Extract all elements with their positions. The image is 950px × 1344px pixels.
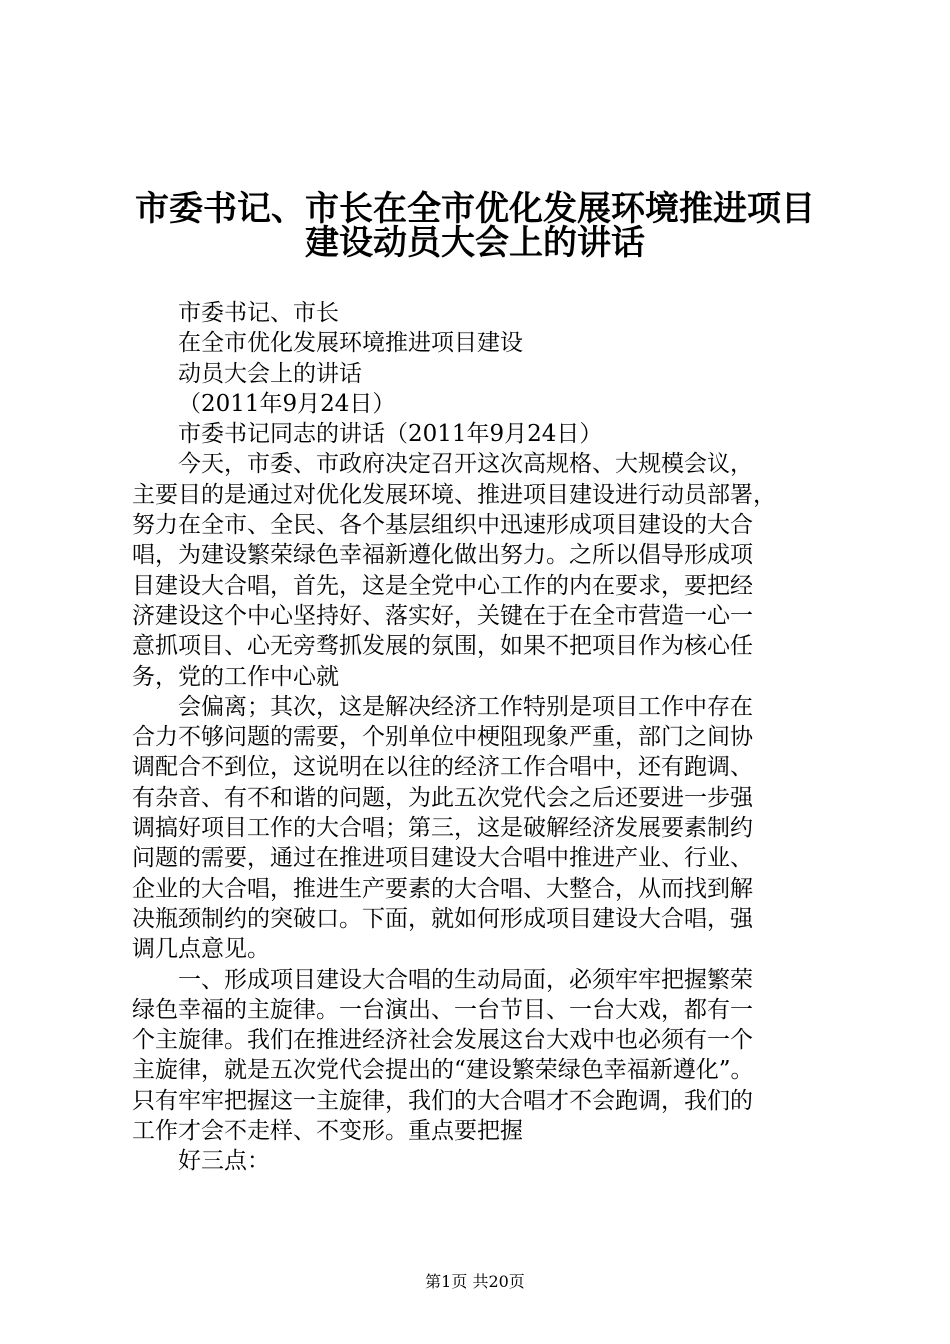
document-title-line-2: 建设动员大会上的讲话 bbox=[305, 223, 645, 263]
body-line: 调几点意见。 bbox=[132, 936, 270, 963]
body-line: 个主旋律。我们在推进经济社会发展这台大戏中也必须有一个 bbox=[132, 1027, 753, 1054]
body-line: 济建设这个中心坚持好、落实好，关键在于在全市营造一心一 bbox=[132, 602, 753, 629]
body-line: 好三点： bbox=[178, 1148, 270, 1175]
body-line: 问题的需要，通过在推进项目建设大合唱中推进产业、行业、 bbox=[132, 845, 753, 872]
body-line: （2011年9月24日） bbox=[178, 390, 396, 417]
body-line: 有杂音、有不和谐的问题，为此五次党代会之后还要进一步强 bbox=[132, 784, 753, 811]
body-line: 主要目的是通过对优化发展环境、推进项目建设进行动员部署， bbox=[132, 481, 776, 508]
body-line: 市委书记、市长 bbox=[178, 300, 339, 326]
body-line: 目建设大合唱，首先，这是全党中心工作的内在要求，要把经 bbox=[132, 572, 753, 599]
body-line: 调配合不到位，这说明在以往的经济工作合唱中，还有跑调、 bbox=[132, 754, 753, 781]
body-line: 动员大会上的讲话 bbox=[178, 360, 362, 387]
body-line: 绿色幸福的主旋律。一台演出、一台节目、一台大戏，都有一 bbox=[132, 996, 753, 1023]
body-line: 只有牢牢把握这一主旋律，我们的大合唱才不会跑调，我们的 bbox=[132, 1087, 753, 1114]
document-body bbox=[132, 298, 832, 1177]
page-footer: 第1页 共20页 bbox=[425, 1272, 525, 1291]
body-line: 市委书记同志的讲话（2011年9月24日） bbox=[178, 421, 603, 448]
body-line: 在全市优化发展环境推进项目建设 bbox=[178, 330, 523, 357]
body-line: 企业的大合唱，推进生产要素的大合唱、大整合，从而找到解 bbox=[132, 875, 753, 902]
body-line: 会偏离；其次，这是解决经济工作特别是项目工作中存在 bbox=[178, 693, 753, 720]
body-line: 务，党的工作中心就 bbox=[132, 663, 339, 690]
body-line: 今天，市委、市政府决定召开这次高规格、大规模会议， bbox=[178, 451, 753, 478]
body-line: 主旋律，就是五次党代会提出的“建设繁荣绿色幸福新遵化”。 bbox=[132, 1057, 754, 1084]
body-line: 工作才会不走样、不变形。重点要把握 bbox=[132, 1118, 523, 1145]
body-line: 调搞好项目工作的大合唱；第三，这是破解经济发展要素制约 bbox=[132, 815, 753, 842]
body-line: 努力在全市、全民、各个基层组织中迅速形成项目建设的大合 bbox=[132, 512, 753, 539]
body-line: 合力不够问题的需要，个别单位中梗阻现象严重，部门之间协 bbox=[132, 724, 753, 751]
body-line: 唱，为建设繁荣绿色幸福新遵化做出努力。之所以倡导形成项 bbox=[132, 542, 753, 569]
body-line: 意抓项目、心无旁骛抓发展的氛围，如果不把项目作为核心任 bbox=[132, 633, 753, 660]
body-line: 决瓶颈制约的突破口。下面，就如何形成项目建设大合唱，强 bbox=[132, 905, 753, 932]
body-line: 一、形成项目建设大合唱的生动局面，必须牢牢把握繁荣 bbox=[178, 966, 753, 993]
document-title-line-1: 市委书记、市长在全市优化发展环境推进项目 bbox=[135, 189, 815, 229]
